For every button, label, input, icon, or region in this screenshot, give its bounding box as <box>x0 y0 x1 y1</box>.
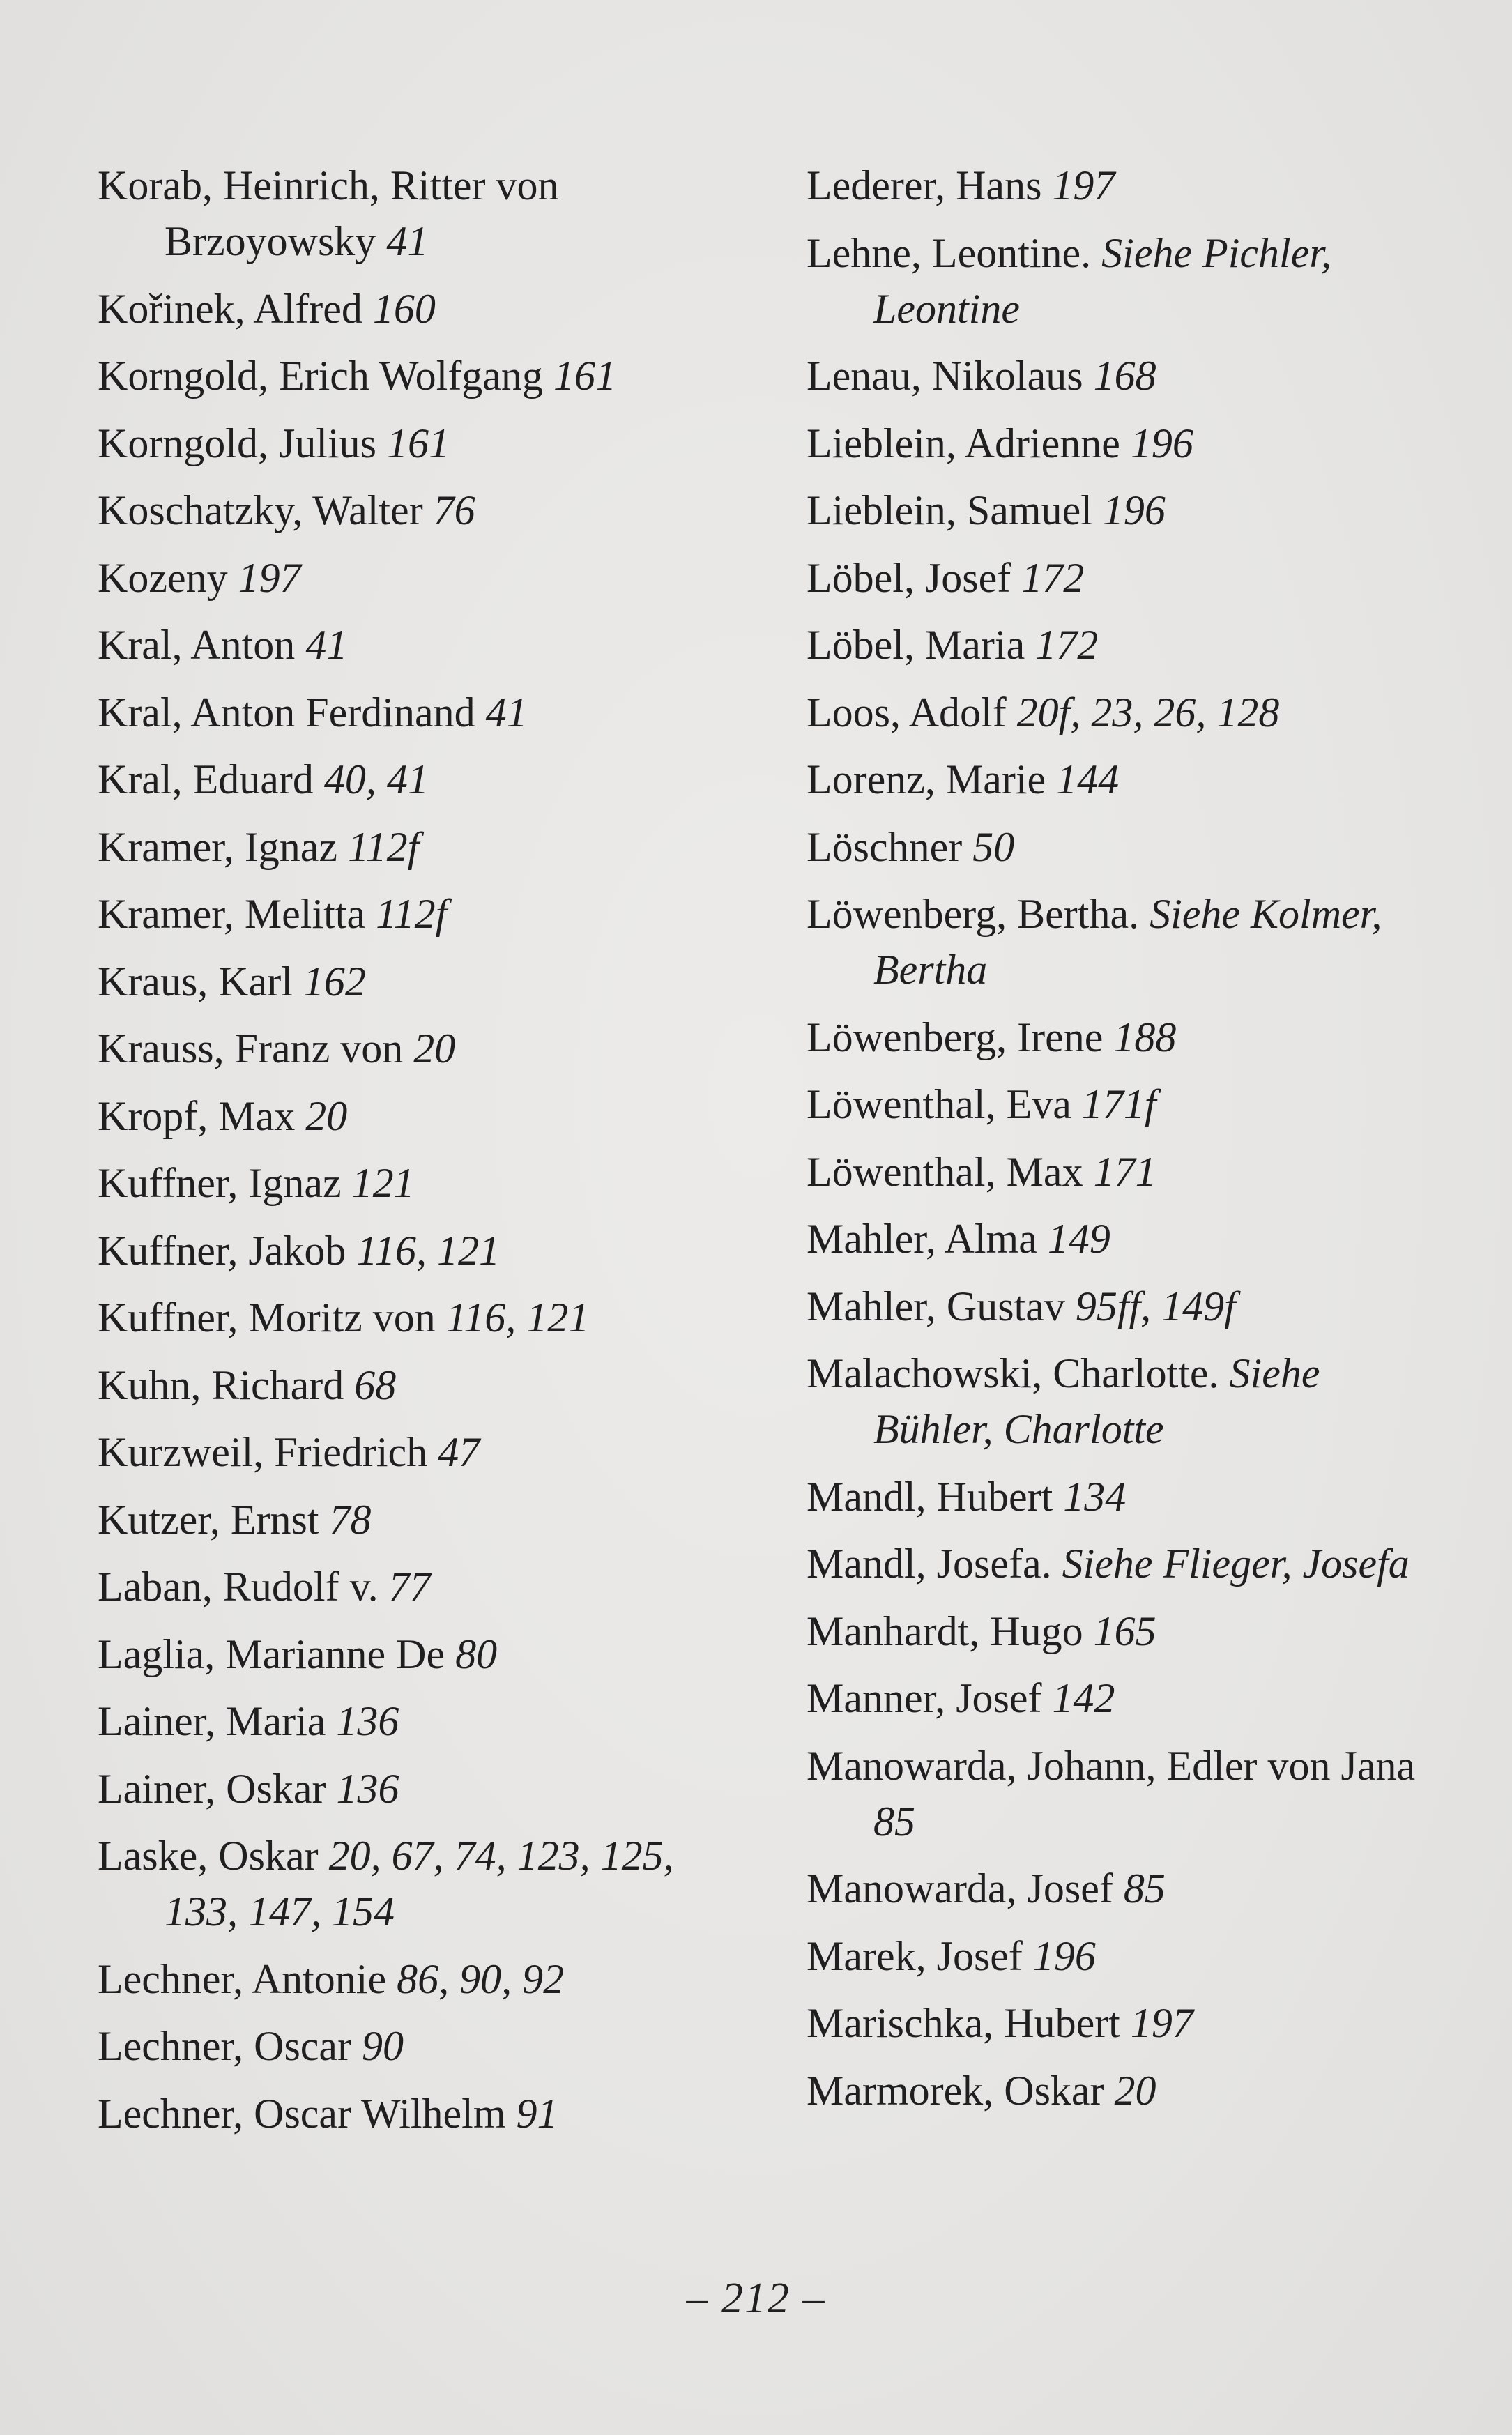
entry-name: Löschner <box>807 823 963 870</box>
index-entry <box>807 1340 1448 1463</box>
entry-pages: 20 <box>413 1025 456 1071</box>
entry-pages: 78 <box>329 1496 372 1543</box>
entry-pages: 116, 121 <box>445 1295 590 1341</box>
entry-cross-reference: Siehe Flieger, Josefa <box>1062 1541 1410 1587</box>
index-entry <box>98 1419 739 1486</box>
entry-name: Laglia, Marianne De <box>98 1631 445 1677</box>
entry-pages: 112f <box>348 823 420 870</box>
entry-pages: 80 <box>455 1631 498 1677</box>
entry-name: Kramer, Ignaz <box>98 823 338 870</box>
entry-pages: 196 <box>1032 1932 1096 1979</box>
entry-pages: 172 <box>1021 554 1085 601</box>
entry-name: Kropf, Max <box>98 1092 296 1139</box>
entry-name: Löwenberg, Irene <box>807 1014 1104 1060</box>
index-entry <box>807 814 1448 881</box>
entry-pages: 142 <box>1052 1675 1115 1721</box>
index-column-right <box>807 152 1448 2124</box>
entry-cross-reference: Siehe Bühler, Charlotte <box>873 1350 1320 1452</box>
entry-name: Laban, Rudolf v. <box>98 1564 379 1610</box>
entry-name: Kral, Eduard <box>98 756 314 802</box>
entry-name: Mandl, Hubert <box>807 1473 1053 1520</box>
entry-name: Manner, Josef <box>807 1675 1042 1721</box>
entry-pages: 134 <box>1063 1473 1127 1520</box>
index-entry <box>807 2057 1448 2125</box>
index-entry <box>807 611 1448 679</box>
index-entry <box>807 1205 1448 1273</box>
entry-pages: 50 <box>972 823 1015 870</box>
index-entry <box>98 1015 739 1083</box>
index-entry <box>98 544 739 612</box>
index-column-left <box>98 152 739 2147</box>
entry-name: Löwenthal, Max <box>807 1148 1083 1195</box>
entry-pages: 47 <box>438 1429 480 1475</box>
entry-cross-reference: Siehe Pichler, Leontine <box>873 229 1332 332</box>
index-entry <box>807 1990 1448 2057</box>
index-entry <box>807 1463 1448 1531</box>
entry-name: Laske, Oskar <box>98 1833 319 1879</box>
entry-pages: 91 <box>516 2090 558 2137</box>
entry-pages: 68 <box>354 1361 397 1408</box>
entry-name: Lehne, Leontine. <box>807 229 1092 276</box>
index-entry <box>98 948 739 1016</box>
entry-name: Korab, Heinrich, Ritter von Brzoyowsky <box>98 162 559 264</box>
index-entry <box>807 1665 1448 1732</box>
index-entry <box>807 152 1448 220</box>
entry-name: Koschatzky, Walter <box>98 487 423 533</box>
entry-cross-reference: Siehe Kolmer, Bertha <box>873 891 1382 993</box>
entry-name: Mandl, Josefa. <box>807 1541 1052 1587</box>
index-entry <box>98 342 739 410</box>
entry-pages: 20 <box>1114 2067 1156 2114</box>
index-entry <box>807 1138 1448 1206</box>
entry-pages: 77 <box>388 1564 431 1610</box>
entry-pages: 112f <box>376 891 448 937</box>
index-entry <box>807 1923 1448 1990</box>
entry-pages: 20 <box>305 1092 348 1139</box>
entry-name: Krauss, Franz von <box>98 1025 404 1071</box>
entry-pages: 136 <box>336 1765 399 1812</box>
index-entry <box>98 1486 739 1554</box>
entry-pages: 41 <box>305 622 348 668</box>
entry-name: Marischka, Hubert <box>807 2000 1120 2046</box>
index-entry <box>807 477 1448 544</box>
entry-pages: 161 <box>387 420 450 466</box>
index-entry <box>98 1946 739 2013</box>
page-number: – 212 – <box>686 2275 826 2322</box>
entry-pages: 171f <box>1081 1081 1156 1127</box>
entry-pages: 41 <box>485 689 528 735</box>
entry-name: Kral, Anton <box>98 622 296 668</box>
entry-name: Kuffner, Ignaz <box>98 1160 342 1206</box>
index-entry <box>98 1284 739 1352</box>
entry-pages: 20, 67, 74, 123, 125, 133, 147, 154 <box>165 1833 674 1934</box>
index-entry <box>807 342 1448 410</box>
entry-pages: 197 <box>238 554 301 601</box>
index-entry <box>98 611 739 679</box>
index-entry <box>807 1071 1448 1138</box>
index-entry <box>98 477 739 544</box>
entry-name: Kral, Anton Ferdinand <box>98 689 475 735</box>
entry-pages: 76 <box>433 487 475 533</box>
index-entry <box>98 1621 739 1688</box>
entry-pages: 161 <box>553 353 616 399</box>
entry-name: Loos, Adolf <box>807 689 1007 735</box>
index-entry <box>807 1732 1448 1856</box>
entry-pages: 86, 90, 92 <box>397 1955 565 2002</box>
index-entry <box>98 880 739 948</box>
index-entry <box>98 746 739 814</box>
entry-name: Manowarda, Josef <box>807 1865 1113 1911</box>
entry-name: Lechner, Oscar <box>98 2023 352 2069</box>
index-entry <box>807 1598 1448 1665</box>
entry-pages: 160 <box>372 285 436 332</box>
index-entry <box>807 679 1448 747</box>
entry-name: Löwenthal, Eva <box>807 1081 1071 1127</box>
entry-pages: 144 <box>1056 756 1120 802</box>
entry-name: Lieblein, Samuel <box>807 487 1092 533</box>
index-entry <box>98 1150 739 1217</box>
entry-pages: 165 <box>1093 1608 1156 1654</box>
index-entry <box>98 410 739 478</box>
entry-name: Korngold, Erich Wolfgang <box>98 353 543 399</box>
index-entry <box>98 1352 739 1419</box>
entry-name: Lechner, Antonie <box>98 1955 387 2002</box>
index-entry <box>98 1822 739 1946</box>
index-entry <box>98 1553 739 1621</box>
entry-name: Lenau, Nikolaus <box>807 353 1083 399</box>
entry-name: Lainer, Maria <box>98 1698 326 1744</box>
entry-name: Lainer, Oskar <box>98 1765 326 1812</box>
entry-name: Kurzweil, Friedrich <box>98 1429 428 1475</box>
entry-name: Mahler, Alma <box>807 1216 1037 1262</box>
entry-name: Marmorek, Oskar <box>807 2067 1104 2114</box>
index-entry <box>98 152 739 275</box>
entry-pages: 85 <box>873 1798 915 1845</box>
entry-pages: 171 <box>1093 1148 1156 1195</box>
entry-name: Kramer, Melitta <box>98 891 366 937</box>
index-entry <box>98 2080 739 2148</box>
entry-pages: 197 <box>1130 2000 1193 2046</box>
entry-pages: 95ff, 149f <box>1075 1283 1236 1329</box>
index-entry <box>807 1273 1448 1341</box>
index-entry <box>807 1530 1448 1598</box>
entry-name: Kutzer, Ernst <box>98 1496 319 1543</box>
index-entry <box>807 220 1448 343</box>
entry-name: Manhardt, Hugo <box>807 1608 1083 1654</box>
index-entry <box>98 275 739 343</box>
entry-name: Lechner, Oscar Wilhelm <box>98 2090 506 2137</box>
entry-name: Kozeny <box>98 554 228 601</box>
entry-name: Kraus, Karl <box>98 958 293 1005</box>
entry-pages: 90 <box>362 2023 404 2069</box>
entry-name: Manowarda, Johann, Edler von Jana <box>807 1742 1416 1789</box>
entry-name: Löbel, Josef <box>807 554 1011 601</box>
entry-pages: 41 <box>386 218 429 264</box>
entry-name: Kuffner, Jakob <box>98 1227 346 1274</box>
index-entry <box>807 1004 1448 1071</box>
index-entry <box>98 2013 739 2080</box>
index-entry <box>98 679 739 747</box>
index-entry <box>807 1855 1448 1923</box>
entry-name: Korngold, Julius <box>98 420 377 466</box>
entry-name: Marek, Josef <box>807 1932 1023 1979</box>
index-entry <box>807 746 1448 814</box>
entry-pages: 149 <box>1047 1216 1110 1262</box>
entry-name: Kuffner, Moritz von <box>98 1295 436 1341</box>
index-entry <box>98 1217 739 1285</box>
index-entry <box>98 1083 739 1150</box>
entry-name: Lieblein, Adrienne <box>807 420 1120 466</box>
entry-pages: 20f, 23, 26, 128 <box>1016 689 1280 735</box>
entry-pages: 196 <box>1102 487 1166 533</box>
entry-pages: 197 <box>1052 162 1115 208</box>
index-entry <box>98 814 739 881</box>
index-entry <box>98 1688 739 1755</box>
entry-pages: 40, 41 <box>323 756 429 802</box>
entry-pages: 136 <box>336 1698 399 1744</box>
entry-name: Lederer, Hans <box>807 162 1042 208</box>
index-entry <box>807 544 1448 612</box>
entry-pages: 116, 121 <box>356 1227 500 1274</box>
entry-name: Malachowski, Charlotte. <box>807 1350 1219 1396</box>
index-entry <box>98 1755 739 1823</box>
entry-pages: 188 <box>1113 1014 1177 1060</box>
index-entry <box>807 410 1448 478</box>
entry-pages: 85 <box>1123 1865 1166 1911</box>
index-entry <box>807 880 1448 1004</box>
entry-pages: 121 <box>351 1160 415 1206</box>
entry-pages: 172 <box>1035 622 1099 668</box>
entry-pages: 162 <box>303 958 366 1005</box>
entry-name: Mahler, Gustav <box>807 1283 1065 1329</box>
entry-pages: 168 <box>1093 353 1156 399</box>
entry-name: Kuhn, Richard <box>98 1361 344 1408</box>
entry-name: Kořinek, Alfred <box>98 285 362 332</box>
entry-pages: 196 <box>1130 420 1193 466</box>
entry-name: Löwenberg, Bertha. <box>807 891 1140 937</box>
entry-name: Lorenz, Marie <box>807 756 1046 802</box>
entry-name: Löbel, Maria <box>807 622 1025 668</box>
